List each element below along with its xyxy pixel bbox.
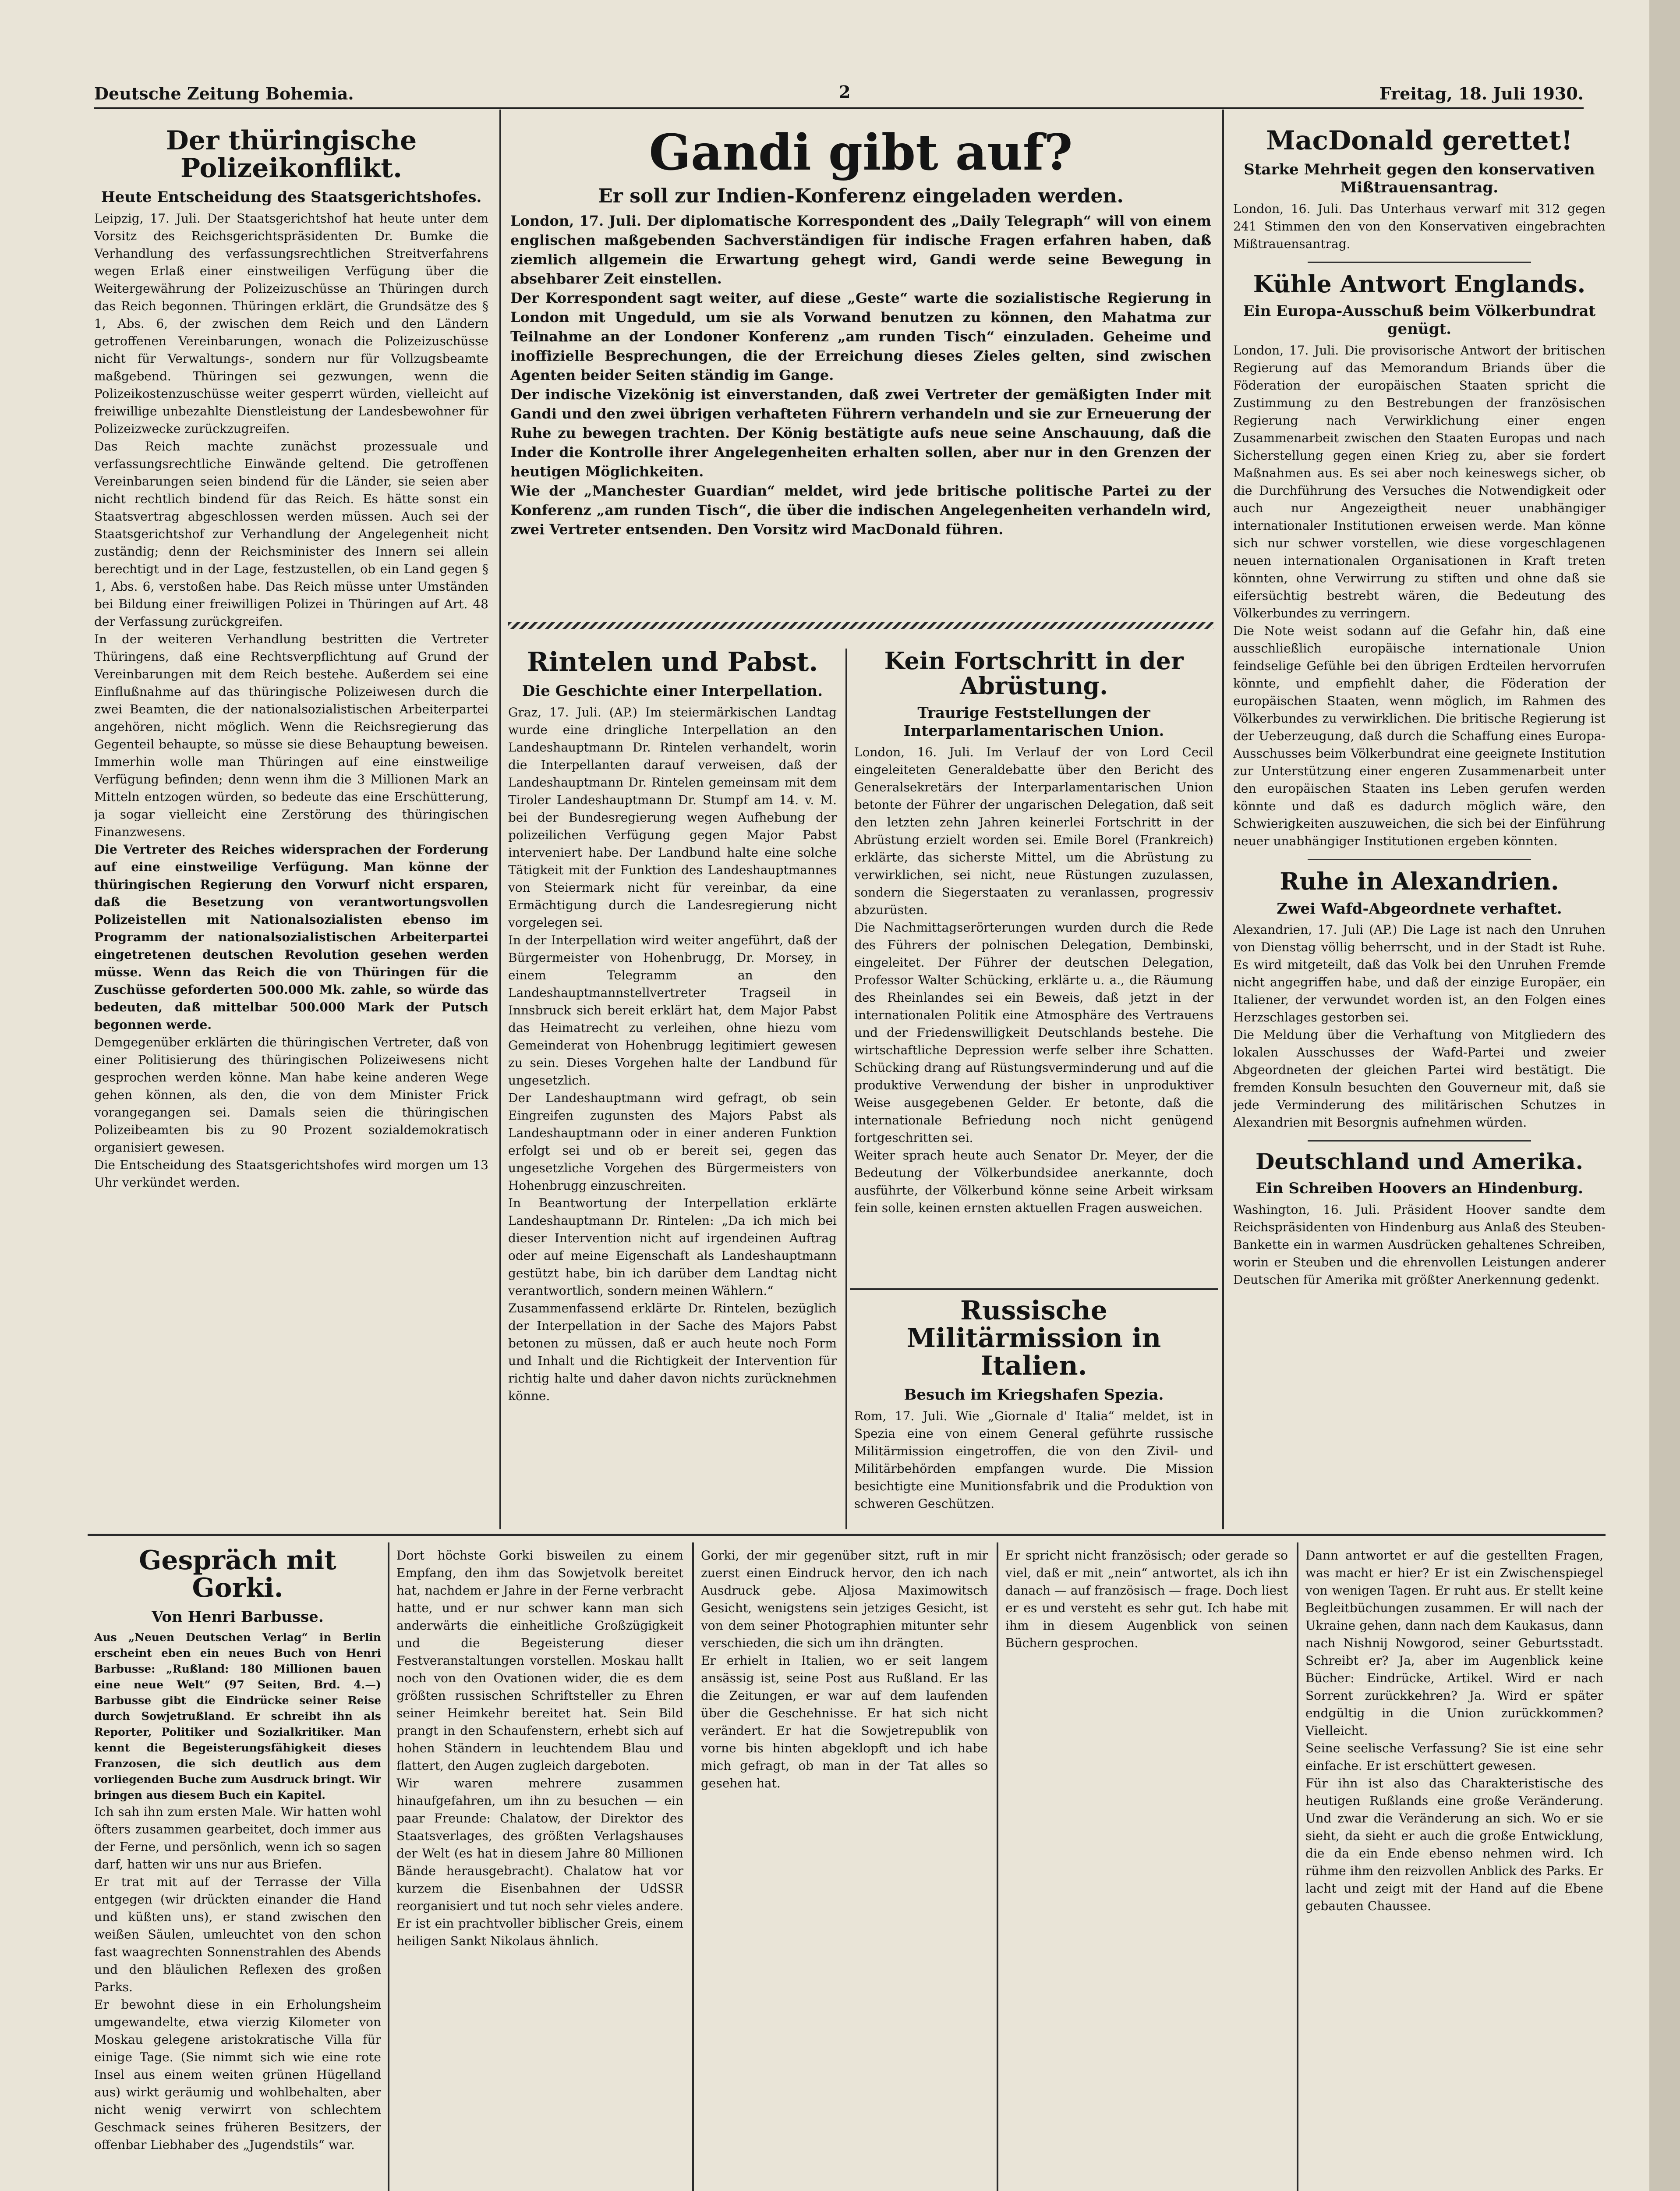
article-polizeikonflikt bbox=[94, 127, 488, 1529]
column-rule bbox=[1222, 110, 1224, 1529]
article-separator bbox=[1308, 859, 1531, 860]
column-rule bbox=[692, 1542, 694, 2191]
paragraph: Dort höchste Gorki bisweilen zu einem Empfang, den ihm das Sowjetvolk bereitet hat, nachdem er Jahre in der Ferne verbracht hatte, und er nur schwer kann man sich anderwärts die einheitliche Großzügigkeit und die Begeisterung dieser Festveranstaltungen vorstellen. Moskau hallt noch von den Ovationen wider, die es dem größten russischen Schriftsteller zu Ehren seiner Heimkehr bereitet hat. Sein Bild prangt in den Schaufenstern, erhebt sich auf hohen Ständern in leuchtendem Blau und flattert, den Augen zugleich dargeboten. bbox=[396, 1548, 683, 1773]
paragraph: Wir waren mehrere zusammen hinaufgefahren, um ihn zu besuchen — ein paar Freunde: Chalatow, der Direktor des Staatsverlages, des größten Verlagshauses der Welt (es hat in diesem Jahre 80 Millionen Bände herausgebracht). Chalatow hat vor kurzem die Eisenbahnen der UdSSR reorganisiert und tut noch sehr vieles andere. Er ist ein prachtvoller biblischer Greis, einem heiligen Sankt Nikolaus ähnlich. bbox=[396, 1776, 683, 1948]
headline: Kein Fortschritt in der Abrüstung. bbox=[884, 649, 1184, 700]
page-header bbox=[94, 81, 1584, 109]
column-rule bbox=[388, 1542, 389, 2191]
article-alexandrien bbox=[1233, 869, 1606, 1131]
paper-name: Deutsche Zeitung Bohemia. bbox=[94, 84, 354, 103]
subheadline: Heute Entscheidung des Staatsgerichtshofes. bbox=[101, 188, 482, 206]
paragraph: Der Korrespondent sagt weiter, auf diese „Geste“ warte die sozialistische Regierung in London mit Ungeduld, um sie als Vorwand benutzen zu können, den Mahatma zur Teilnahme an der Londoner Konferenz „am runden Tisch“ einzuladen. Geheime und inoffizielle Besprechungen, die der Erreichung dieses Zieles gelten, sind zwischen Agenten beider Seiten ständig im Gange. bbox=[510, 290, 1211, 384]
subheadline: Starke Mehrheit gegen den konservativen Mißtrauensantrag. bbox=[1244, 161, 1595, 196]
article-militaermission bbox=[854, 1297, 1213, 1529]
intro-paragraph: Aus „Neuen Deutschen Verlag“ in Berlin erscheint eben ein neues Buch von Henri Barbusse: „Rußland: 180 Millionen bauen eine neue Welt“ (97 Seiten, Brd. 4.—) Barbusse gibt die Eindrücke seiner Reise durch Sowjetrußland. Er schreibt ihn als Reporter, Politiker und Sozialkritiker. Man kennt die Begeisterungsfähigkeit dieses Franzosen, die sich deutlich aus dem vorliegenden Buche zum Ausdruck bringt. Wir bringen aus diesem Buch ein Kapitel. bbox=[94, 1631, 381, 1801]
column-rule bbox=[499, 110, 501, 1529]
page-number: 2 bbox=[839, 82, 851, 102]
headline: Ruhe in Alexandrien. bbox=[1280, 867, 1559, 895]
headline: Gespräch mit Gorki. bbox=[139, 1547, 336, 1603]
section-separator bbox=[88, 1534, 1606, 1536]
article-separator bbox=[1308, 1140, 1531, 1142]
paragraph: Er spricht nicht französisch; oder gerade so viel, daß er mit „nein“ antwortet, als ich ihn danach — auf französisch — frage. Doch liest er es und versteht es sehr gut. Ich habe mit ihm in diesem Augenblick von seinen Büchern gesprochen. bbox=[1005, 1548, 1288, 1650]
article-separator bbox=[850, 1288, 1218, 1290]
column-rule bbox=[845, 649, 847, 1529]
gorki-column-2 bbox=[396, 1547, 683, 2191]
column-rule bbox=[997, 1542, 998, 2191]
paragraph: Dann antwortet er auf die gestellten Fragen, was macht er hier? Er ist ein Zwischenspiegel von wenigen Tagen. Er ruht aus. Er stellt keine Begleitbüchungen zusammen. Er will nach der Ukraine gehen, dann nach dem Kaukasus, dann nach Nishnij Nowgorod, seiner Geburtsstadt. Schreibt er? Ja, aber im Augenblick keine Bücher: Eindrücke, Artikel. Wird er nach Sorrent zurückkehren? Ja. Wird er später endgültig in die Union zurückkommen? Vielleicht. bbox=[1305, 1548, 1603, 1738]
headline: Der thüringische Polizeikonflikt. bbox=[166, 127, 417, 184]
headline: Deutschland und Amerika. bbox=[1255, 1149, 1584, 1175]
issue-date: Freitag, 18. Juli 1930. bbox=[1379, 84, 1584, 103]
paragraph: Gorki, der mir gegenüber sitzt, ruft in mir zuerst einen Eindruck hervor, den ich nach Ausdruck gebe. Aljosa Maximowitsch Gesicht, wenigstens sein jetziges Gesicht, ist von dem seiner Photographien mitunter sehr verschieden, die sich um ihn drängten. bbox=[701, 1548, 988, 1650]
paragraph: Er trat mit auf der Terrasse der Villa entgegen (wir drückten einander die Hand und küßten uns), er stand zwischen den weißen Säulen, umleuchtet von den schon fast waagrechten Sonnenstrahlen des Abends und den bläulichen Reflexen des großen Parks. bbox=[94, 1874, 381, 1994]
headline: Kühle Antwort Englands. bbox=[1253, 269, 1586, 298]
paragraph: Er erhielt in Italien, wo er seit langem ansässig ist, seine Post aus Rußland. Er las die Zeitungen, er war auf dem laufenden über die Geschehnisse. Er hat sich nicht verändert. Er hat die Sowjetrepublik von vorne bis hinten abgeklopft und ich habe mich gefragt, ob man in der Tat alles so gesehen hat. bbox=[701, 1653, 988, 1790]
paragraph: Die Meldung über die Verhaftung von Mitgliedern des lokalen Ausschusses der Wafd-Partei und zweier Abgeordneten der gleichen Partei wird bestätigt. Die fremden Konsuln besuchten den Gouverneur mit, daß sie jede Verminderung des militärischen Schutzes in Alexandrien mit Besorgnis aufnehmen würden. bbox=[1233, 1028, 1606, 1130]
paragraph: Das Reich machte zunächst prozessuale und verfassungsrechtliche Einwände geltend. Die getroffenen Vereinbarungen seien bindend für die Länder, sie seien aber nicht rechtlich bindend für das Reich. Es hätte sonst ein Staatsvertrag abgeschlossen werden müssen. Auch sei der Staatsgerichtshof zur Verhandlung der Angelegenheit nicht zuständig; denn der Reichsminister des Innern sei allein berechtigt und in der Lage, festzustellen, ob ein Land gegen § 1, Abs. 6, verstoßen habe. Das Reich müsse unter Umständen bei Bildung einer freiwilligen Polizei in Thüringen auf Art. 48 der Verfassung zurückgreifen. bbox=[94, 439, 488, 629]
author-line: Von Henri Barbusse. bbox=[152, 1608, 324, 1626]
article-rintelen bbox=[508, 649, 837, 1525]
paragraph: Die Note weist sodann auf die Gefahr hin, daß eine ausschließlich europäische internationale Union feindselige Gefühle bei den übrigen Erdteilen hervorrufen könnte, und empfiehlt daher, die Föderation der europäischen Staaten, wenn möglich, im Rahmen des Völkerbundes zu verwirklichen. Die britische Regierung ist der Ueberzeugung, daß durch die Schaffung eines Europa-Ausschusses beim Völkerbundrat eine geeignete Institution zur Unterstützung einer engeren Zusammenarbeit unter den europäischen Staaten ins Leben gerufen werden könnte und daß es dadurch möglich wäre, den Schwierigkeiten auszuweichen, die sich bei der Einführung neuer unabhängiger Institutionen ergeben könnten. bbox=[1233, 623, 1606, 848]
paragraph: Rom, 17. Juli. Wie „Giornale d' Italia“ meldet, ist in Spezia eine von einem General geführte russische Militärmission eingetroffen, die von den Zivil- und Militärbehörden empfangen wurde. Die Mission besichtigte eine Munitionsfabrik und die Produktion von schweren Geschützen. bbox=[854, 1408, 1213, 1511]
paragraph: Washington, 16. Juli. Präsident Hoover sandte dem Reichspräsidenten von Hindenburg aus Anlaß des Steuben-Bankette ein in warmen Ausdrücken gehaltenes Schreiben, worin er Steuben und die ehrenvollen Leistungen anderer Deutschen für Amerika mit größter Anerkennung gedenkt. bbox=[1233, 1202, 1606, 1287]
right-column bbox=[1233, 127, 1606, 1529]
paragraph: Er bewohnt diese in ein Erholungsheim umgewandelte, etwa vierzig Kilometer von Moskau gelegene aristokratische Villa für einige Tage. (Sie nimmt sich wie eine rote Insel aus einem weiten grünen Hügelland aus) wirkt geräumig und wohlbehalten, aber nicht wenig verwirrt von schlechtem Geschmack seines früheren Besitzers, der offenbar Liebhaber des „Jugendstils“ war. bbox=[94, 1997, 381, 2152]
headline: MacDonald gerettet! bbox=[1266, 127, 1573, 156]
headline: Rintelen und Pabst. bbox=[527, 649, 818, 677]
paragraph: In Beantwortung der Interpellation erklärte Landeshauptmann Dr. Rintelen: „Da ich mich bei dieser Intervention nicht auf irgendeinen Auftrag oder auf meine Eigenschaft als Landeshauptmann gestützt habe, bin ich darüber dem Landtag nicht verantwortlich, sondern meinen Wählern.“ bbox=[508, 1195, 837, 1298]
paragraph: Der indische Vizekönig ist einverstanden, daß zwei Vertreter der gemäßigten Inder mit Gandi und den zwei übrigen verhafteten Führern verhandeln und sie zur Erneuerung der Ruhe zu bewegen trachten. Der König bestätigte aufs neue seine Anschauung, daß die Inder die Kontrolle ihrer Angelegenheiten erhalten sollen, aber nur in den Grenzen der heutigen Möglichkeiten. bbox=[510, 386, 1211, 480]
article-macdonald bbox=[1233, 127, 1606, 253]
paragraph: In der weiteren Verhandlung bestritten die Vertreter Thüringens, daß eine Rechtsverpflichtung auf Grund der Vereinbarungen mit dem Reich bestehe. Außerdem sei eine Einflußnahme auf das thüringische Polizeiwesen durch die zwei Beamten, die der nationalsozialistischen Arbeiterpartei angehören, nicht möglich. Wenn die Reichsregierung das Gegenteil behaupte, so müsse sie diese Behauptung beweisen. Immerhin wolle man Thüringen auf eine einstweilige Verfügung befinden; denn wenn ihm die 3 Millionen Mark an Mitteln entzogen würden, so bedeute das eine Erschütterung, ja sogar vielleicht eine Zerstörung des thüringischen Finanzwesens. bbox=[94, 631, 488, 839]
paragraph: London, 17. Juli. Die provisorische Antwort der britischen Regierung auf das Memorandum Briands über die Föderation der europäischen Staaten spricht die Zustimmung zu den Bestrebungen der französischen Regierung nach Verwirklichung einer engen Zusammenarbeit zwischen den Staaten Europas und nach Sicherstellung gegen einen Krieg zu, aber sie fordert Maßnahmen aus. Es sei aber noch keineswegs sicher, ob die Durchführung des Versuches die Notwendigkeit oder auch nur Angezeigtheit neuer unabhängiger internationaler Institutionen erweisen werde. Man könne sich nur schwer vorstellen, wie diese vorgeschlagenen neuen internationalen Organisationen in Kraft treten könnten, ohne Verwirrung zu stiften und ohne daß sie eifersüchtig bestrebt wären, die Bedeutung des Völkerbundes zu verringern. bbox=[1233, 343, 1606, 620]
article-separator bbox=[1308, 262, 1531, 263]
paragraph: London, 16. Juli. Im Verlauf der von Lord Cecil eingeleiteten Generaldebatte über den Bericht des Generalsekretärs der Interparlamentarischen Union betonte der Führer der ungarischen Delegation, daß seit den letzten zehn Jahren keinerlei Fortschritt in der Abrüstung erzielt worden sei. Emile Borel (Frankreich) erklärte, das sicherste Mittel, um die Abrüstung zu verwirklichen, sei nicht, neue Rüstungen zuzulassen, sondern die Siegerstaaten zu veranlassen, progressiv abzurüsten. bbox=[854, 745, 1213, 917]
gorki-column-5 bbox=[1305, 1547, 1603, 2191]
paragraph: Graz, 17. Juli. (AP.) Im steiermärkischen Landtag wurde eine dringliche Interpellation an den Landeshauptmann Dr. Rintelen verhandelt, worin die Interpellanten darauf verweisen, daß der Landeshauptmann Dr. Rintelen gemeinsam mit dem Tiroler Landeshauptmann Dr. Stumpf am 14. v. M. bei der Bundesregierung wegen Aufhebung der polizeilichen Verfügung gegen Major Pabst interveniert habe. Der Landbund halte eine solche Tätigkeit mit der Funktion des Landeshauptmannes von Steiermark nicht für vereinbar, da eine Ermächtigung durch die Landesregierung nicht vorgelegen sei. bbox=[508, 705, 837, 930]
paragraph: London, 16. Juli. Das Unterhaus verwarf mit 312 gegen 241 Stimmen den von den Konservativen eingebrachten Mißtrauensantrag. bbox=[1233, 201, 1606, 251]
article-amerika bbox=[1233, 1150, 1606, 1288]
paragraph: Alexandrien, 17. Juli (AP.) Die Lage ist nach den Unruhen von Dienstag völlig beherrscht, und in der Stadt ist Ruhe. Es wird mitgeteilt, daß das Volk bei den Unruhen Fremde nicht angegriffen habe, und daß der einzige Europäer, ein Italiener, der verwundet worden ist, an den Folgen eines Herzschlages gestorben sei. bbox=[1233, 922, 1606, 1025]
paragraph: Leipzig, 17. Juli. Der Staatsgerichtshof hat heute unter dem Vorsitz des Reichsgerichtspräsidenten Dr. Bumke die Verhandlung des verfassungsrechtlichen Streitverfahrens wegen Erlaß einer einstweiligen Verfügung über die Weitergewährung der Polizeizuschüsse an Thüringen durch das Reich begonnen. Thüringen erklärt, die Grundsätze des § 1, Abs. 6, der zwischen dem Reich und den Ländern getroffenen Vereinbarungen, wonach die Polizeizuschüsse nicht für Verwaltungs-, sondern nur für Vollzugsbeamte maßgebend. Thüringen sei gezwungen, wenn die Polizeikostenzuschüsse weiter gesperrt würden, vielleicht auf freiwillige unbezahlte Dienstleistung der Landesbewohner für Polizeizwecke zurückzugreifen. bbox=[94, 211, 488, 436]
subheadline: Er soll zur Indien-Konferenz eingeladen werden. bbox=[598, 184, 1124, 207]
paragraph: Seine seelische Verfassung? Sie ist eine sehr einfache. Er ist erschüttert gewesen. bbox=[1305, 1741, 1603, 1773]
column-rule bbox=[1297, 1542, 1298, 2191]
subheadline: Die Geschichte einer Interpellation. bbox=[522, 682, 823, 700]
article-gandi bbox=[510, 127, 1211, 618]
paragraph: In der Interpellation wird weiter angeführt, daß der Bürgermeister von Hohenbrugg, Dr. Morsey, in einem Telegramm an den Landeshauptmannstellvertreter Tragseil in Innsbruck sich bereit erklärt hat, dem Major Pabst das Heimatrecht zu verleihen, ohne hiezu vom Gemeinderat von Hohenbrugg legitimiert gewesen zu sein. Dieses Vorgehen halte der Landbund für ungesetzlich. bbox=[508, 932, 837, 1088]
paragraph: Weiter sprach heute auch Senator Dr. Meyer, der die Bedeutung der Völkerbundsidee anerkannte, doch ausführte, der Völkerbund könne seine Arbeit wirksam fein solle, keinen ernsten aktuellen Fragen ausweichen. bbox=[854, 1148, 1213, 1215]
subheadline: Ein Europa-Ausschuß beim Völkerbundrat genügt. bbox=[1243, 302, 1596, 338]
paragraph: Zusammenfassend erklärte Dr. Rintelen, bezüglich der Interpellation in der Sache des Majors Pabst betonen zu müssen, daß er auch heute noch Form und Inhalt und die Richtigkeit der Intervention für richtig halte und daher davon nichts zurücknehmen könne. bbox=[508, 1301, 837, 1403]
subheadline: Zwei Wafd-Abgeordnete verhaftet. bbox=[1277, 900, 1562, 918]
page-edge bbox=[1649, 0, 1680, 2191]
gorki-column-4 bbox=[1005, 1547, 1288, 2191]
headline: Gandi gibt auf? bbox=[649, 127, 1073, 181]
subheadline: Besuch im Kriegshafen Spezia. bbox=[904, 1386, 1164, 1404]
gorki-column-1 bbox=[94, 1547, 381, 2191]
paragraph: Wie der „Manchester Guardian“ meldet, wird jede britische politische Partei zu der Konferenz „am runden Tisch“, die über die indischen Angelegenheiten verhandeln wird, zwei Vertreter entsenden. Den Vorsitz wird MacDonald führen. bbox=[510, 482, 1211, 538]
paragraph: Die Nachmittagserörterungen wurden durch die Rede des Führers der polnischen Delegation, Dembinski, eingeleitet. Der Führer der deutschen Delegation, Professor Walter Schücking, erklärte u. a., die Räumung des Rheinlandes sei ein Beweis, daß jetzt in der internationalen Politik eine Atmosphäre des Vertrauens und der Friedenswilligkeit Deutschlands bestehe. Die wirtschaftliche Depression werfe selber ihre Schatten. Schücking drang auf Rüstungsverminderung und auf die produktive Verwendung der bisher in unproduktiver Weise ausgegebenen Gelder. Er betonte, daß die internationale Befriedung noch nicht genügend fortgeschritten sei. bbox=[854, 920, 1213, 1145]
paragraph: Demgegenüber erklärten die thüringischen Vertreter, daß von einer Politisierung des thüringischen Polizeiwesens nicht gesprochen werden könne. Man habe keine anderen Wege gehen können, als den, die von dem Minister Frick vorangegangen sei. Damals seien die thüringischen Polizeibeamten bis zu 90 Prozent sozialdemokratisch organisiert gewesen. bbox=[94, 1035, 488, 1155]
gorki-column-3 bbox=[701, 1547, 988, 2191]
decorative-border bbox=[508, 622, 1213, 629]
article-england bbox=[1233, 269, 1606, 850]
paragraph: Ich sah ihn zum ersten Male. Wir hatten wohl öfters zusammen gearbeitet, doch immer aus der Ferne, und persönlich, wenn ich so sagen darf, hatten wir uns nur aus Briefen. bbox=[94, 1804, 381, 1872]
article-abruestung bbox=[854, 649, 1213, 1284]
subheadline: Traurige Feststellungen der Interparlamentarischen Union. bbox=[903, 704, 1164, 740]
paragraph: Die Entscheidung des Staatsgerichtshofes wird morgen um 13 Uhr verkündet werden. bbox=[94, 1157, 488, 1190]
paragraph: Für ihn ist also das Charakteristische des heutigen Rußlands eine große Veränderung. Und zwar die Veränderung an sich. Wo er sie sieht, da sieht er auch die große Entwicklung, die da ein Ende ebenso nehmen wird. Ich rühme ihm den reizvollen Anblick des Parks. Er lacht und zeigt mit der Hand auf die Ebene gebauten Chaussee. bbox=[1305, 1776, 1603, 1913]
paragraph: London, 17. Juli. Der diplomatische Korrespondent des „Daily Telegraph“ will von einem englischen maßgebenden Sachverständigen für indische Fragen erfahren haben, daß ziemlich allgemein die Erwartung gehegt wird, Gandi werde seine Bewegung in absehbarer Zeit einstellen. bbox=[510, 213, 1211, 287]
paragraph: Der Landeshauptmann wird gefragt, ob sein Eingreifen zugunsten des Majors Pabst als Landeshauptmann oder in einer anderen Funktion erfolgt sei und ob er bereit sei, gegen das ungesetzliche Vorgehen des Bürgermeisters von Hohenbrugg einzuschreiten. bbox=[508, 1090, 837, 1193]
subheadline: Ein Schreiben Hoovers an Hindenburg. bbox=[1255, 1179, 1584, 1197]
headline: Russische Militärmission in Italien. bbox=[906, 1297, 1161, 1381]
paragraph: Die Vertreter des Reiches widersprachen der Forderung auf eine einstweilige Verfügung. Man könne der thüringischen Regierung den Vorwurf nicht ersparen, daß die Besetzung von verantwortungsvollen Polizeistellen mit Nationalsozialisten ebenso im Programm der nationalsozialistischen Arbeiterpartei eingetretenen deutschen Revolution gesehen werden müsse. Wenn das Reich die von Thüringen für die Zuschüsse geforderten 500.000 Mk. zahle, so würde das bedeuten, daß mittelbar 500.000 Mark der Putsch begonnen werde. bbox=[94, 842, 488, 1032]
